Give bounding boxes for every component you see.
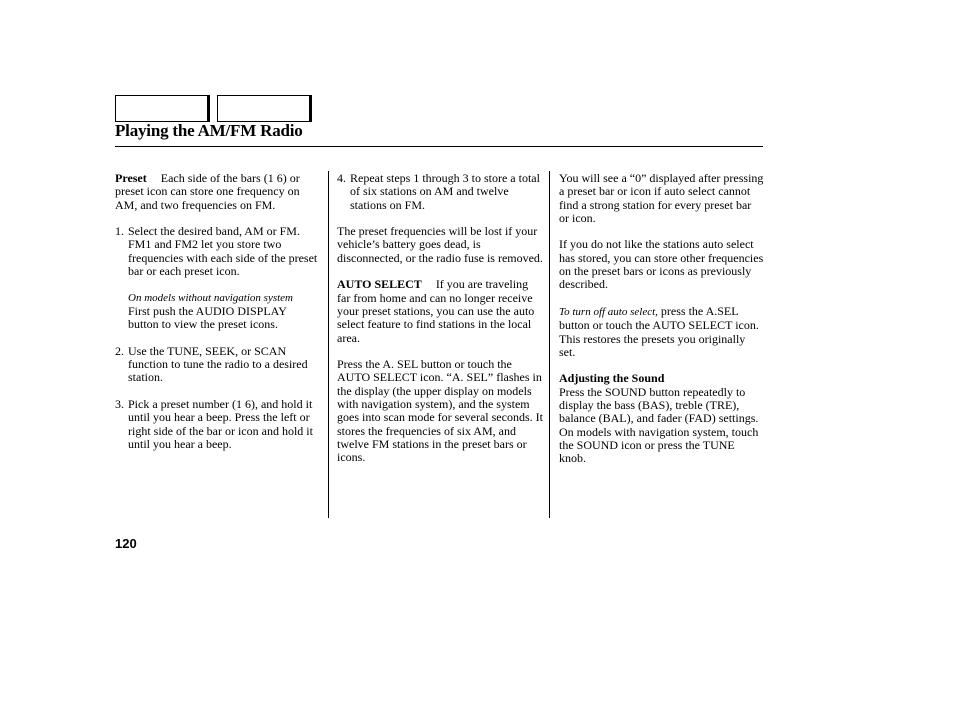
step-1-number: 1. xyxy=(115,224,124,239)
step-2 xyxy=(115,345,320,385)
nav-note xyxy=(115,292,320,332)
step-4-text: Repeat steps 1 through 3 to store a total of six stations on AM and twelve stations on FM. xyxy=(350,171,540,212)
title-rule xyxy=(115,146,763,147)
page-number: 120 xyxy=(115,536,137,551)
step-3 xyxy=(115,398,320,451)
auto-select-text: If you are traveling far from home and can no longer receive your preset stations, you can use the auto select feature to find stations in the local area. xyxy=(337,277,535,345)
step-2-text: Use the TUNE, SEEK, or SCAN function to tune the radio to a desired station. xyxy=(128,343,308,385)
header-tab-box-right xyxy=(217,95,310,122)
column-divider-1 xyxy=(328,171,329,518)
step-4 xyxy=(337,172,543,212)
column-1 xyxy=(115,172,320,451)
preset-heading: Preset xyxy=(115,171,147,185)
step-1 xyxy=(115,225,320,278)
step-4-number: 4. xyxy=(337,171,346,185)
column-3 xyxy=(559,172,764,466)
turn-off-text: press the A.SEL button or touch the AUTO SELECT icon. This restores the presets you originally set. xyxy=(559,303,759,359)
sound-heading: Adjusting the Sound xyxy=(559,371,665,386)
restore-paragraph: If you do not like the stations auto select has stored, you can store other frequencies on the preset bars or icons as previously described. xyxy=(559,237,764,292)
sound-text: Press the SOUND button repeatedly to display the bass (BAS), treble (TRE), balance (BAL), and fader (FAD) settings. On models with navigation system, touch the SOUND icon or press the TUNE knob. xyxy=(559,384,759,466)
page-title: Playing the AM/FM Radio xyxy=(115,121,303,140)
column-divider-2 xyxy=(549,171,550,518)
zero-display-paragraph: You will see a “0” displayed after pressing a preset bar or icon if auto select cannot find a strong station for every preset bar or icon. xyxy=(559,171,764,225)
nav-text: First push the AUDIO DISPLAY button to view the preset icons. xyxy=(128,303,287,332)
step-3-number: 3. xyxy=(115,397,124,412)
step-3-text: Pick a preset number (1 6), and hold it until you hear a beep. Press the left or right side of the bar or icon and hold it until you hear a beep. xyxy=(128,397,313,451)
preset-text: Each side of the bars (1 6) or preset icon can store one frequency on AM, and two frequencies on FM. xyxy=(115,171,300,212)
auto-select-paragraph xyxy=(337,278,543,344)
battery-note: The preset frequencies will be lost if your vehicle’s battery goes dead, is disconnected, or the radio fuse is removed. xyxy=(337,224,543,265)
column-2 xyxy=(337,172,543,465)
header-tab-box-left xyxy=(115,95,208,122)
nav-caption: On models without navigation system xyxy=(128,291,293,304)
step-2-number: 2. xyxy=(115,343,124,358)
auto-select-heading: AUTO SELECT xyxy=(337,277,422,292)
preset-paragraph xyxy=(115,172,320,212)
turn-off-paragraph xyxy=(559,305,764,359)
turn-off-italic: To turn off auto select, xyxy=(559,305,658,318)
step-1-text: Select the desired band, AM or FM. FM1 and FM2 let you store two frequencies with each side of the preset bar or each preset icon. xyxy=(128,224,318,279)
asel-paragraph: Press the A. SEL button or touch the AUTO SELECT icon. “A. SEL” flashes in the display (the upper display on models with navigation system), and the system goes into scan mode for several seconds. It stores the frequencies of six AM, and twelve FM stations in the preset bars or icons. xyxy=(337,357,543,465)
